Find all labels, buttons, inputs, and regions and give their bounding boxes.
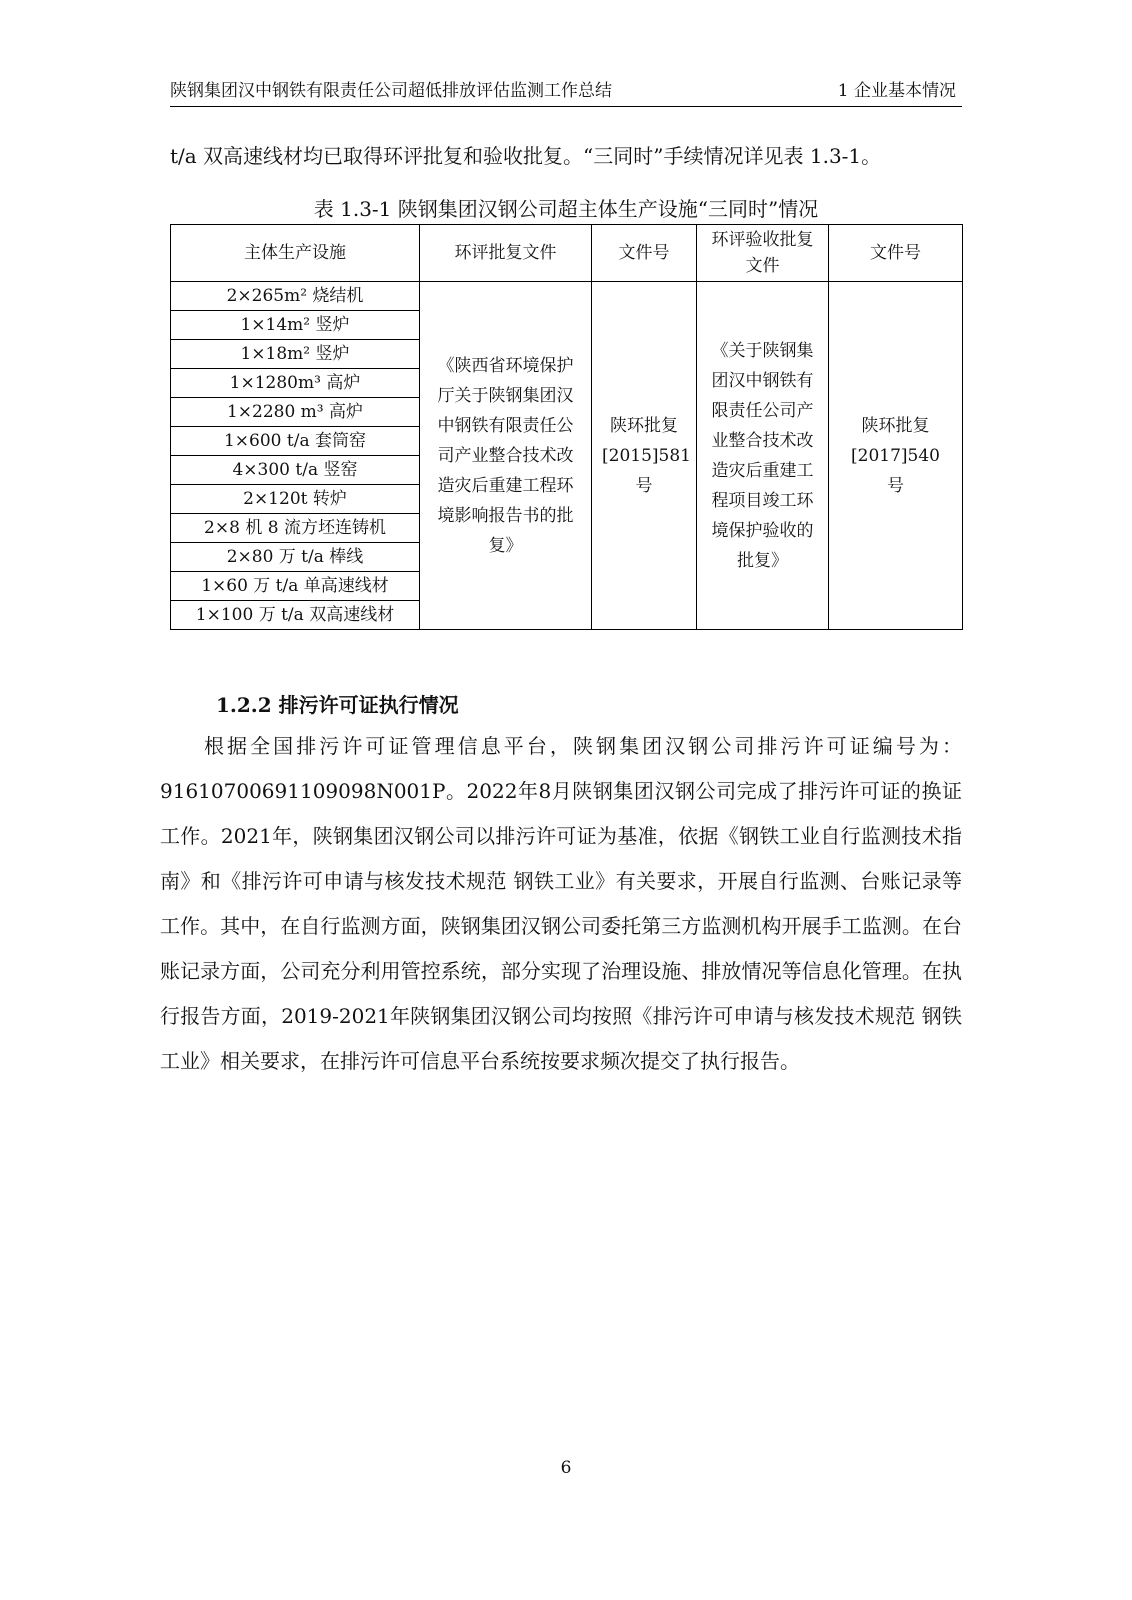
section-heading: 1.2.2 排污许可证执行情况 bbox=[216, 693, 459, 717]
facility-cell: 1×100 万 t/a 双高速线材 bbox=[171, 601, 420, 630]
section-paragraph: 根据全国排污许可证管理信息平台，陕钢集团汉钢公司排污许可证编号为：91610700691109098N001P。2022年8月陕钢集团汉钢公司完成了排污许可证的换证工作。2021年，陕钢集团汉钢公司以排污许可证为基准，依据《钢铁工业自行监测技术指南》和《排污许可申请与核发技术规范 钢铁工业》有关要求，开展自行监测、台账记录等工作。其中，在自行监测方面，陕钢集团汉钢公司委托第三方监测机构开展手工监测。在台账记录方面，公司充分利用管控系统，部分实现了治理设施、排放情况等信息化管理。在执行报告方面，2019-2021年陕钢集团汉钢公司均按照《排污许可申请与核发技术规范 钢铁工业》相关要求，在排污许可信息平台系统按要求频次提交了执行报告。 bbox=[160, 734, 962, 1073]
section-body bbox=[160, 724, 962, 1084]
table-caption: 表 1.3-1 陕钢集团汉钢公司超主体生产设施“三同时”情况 bbox=[313, 197, 819, 221]
acceptance-approval-doc: 《关于陕钢集团汉中钢铁有限责任公司产业整合技术改造灾后重建工程项目竣工环境保护验收的批复》 bbox=[697, 282, 829, 630]
header-cell: 文件号 bbox=[829, 225, 963, 282]
facility-cell: 1×14m² 竖炉 bbox=[171, 311, 420, 340]
header-chapter: 1 企业基本情况 bbox=[837, 81, 956, 101]
facility-cell: 2×80 万 t/a 棒线 bbox=[171, 543, 420, 572]
facility-cell: 4×300 t/a 竖窑 bbox=[171, 456, 420, 485]
header-cell: 文件号 bbox=[592, 225, 697, 282]
three-simultaneous-table bbox=[170, 224, 963, 630]
eia-approval-doc: 《陕西省环境保护厅关于陕钢集团汉中钢铁有限责任公司产业整合技术改造灾后重建工程环境影响报告书的批复》 bbox=[420, 282, 592, 630]
facility-cell: 1×1280m³ 高炉 bbox=[171, 369, 420, 398]
eia-approval-no: 陕环批复[2015]581号 bbox=[592, 282, 697, 630]
header-cell: 环评批复文件 bbox=[420, 225, 592, 282]
page-header bbox=[170, 76, 962, 107]
header-title: 陕钢集团汉中钢铁有限责任公司超低排放评估监测工作总结 bbox=[170, 81, 612, 101]
table-header-row bbox=[171, 225, 963, 282]
facility-cell: 2×120t 转炉 bbox=[171, 485, 420, 514]
facility-cell: 1×18m² 竖炉 bbox=[171, 340, 420, 369]
acceptance-approval-no: 陕环批复[2017]540号 bbox=[829, 282, 963, 630]
header-cell: 主体生产设施 bbox=[171, 225, 420, 282]
facility-cell: 2×8 机 8 流方坯连铸机 bbox=[171, 514, 420, 543]
header-cell: 环评验收批复文件 bbox=[697, 225, 829, 282]
table-row bbox=[171, 282, 963, 311]
facility-cell: 1×60 万 t/a 单高速线材 bbox=[171, 572, 420, 601]
facility-cell: 1×2280 m³ 高炉 bbox=[171, 398, 420, 427]
facility-cell: 2×265m² 烧结机 bbox=[171, 282, 420, 311]
lead-paragraph: t/a 双高速线材均已取得环评批复和验收批复。“三同时”手续情况详见表 1.3-1。 bbox=[170, 144, 882, 168]
facility-cell: 1×600 t/a 套筒窑 bbox=[171, 427, 420, 456]
page-number: 6 bbox=[560, 1458, 572, 1478]
